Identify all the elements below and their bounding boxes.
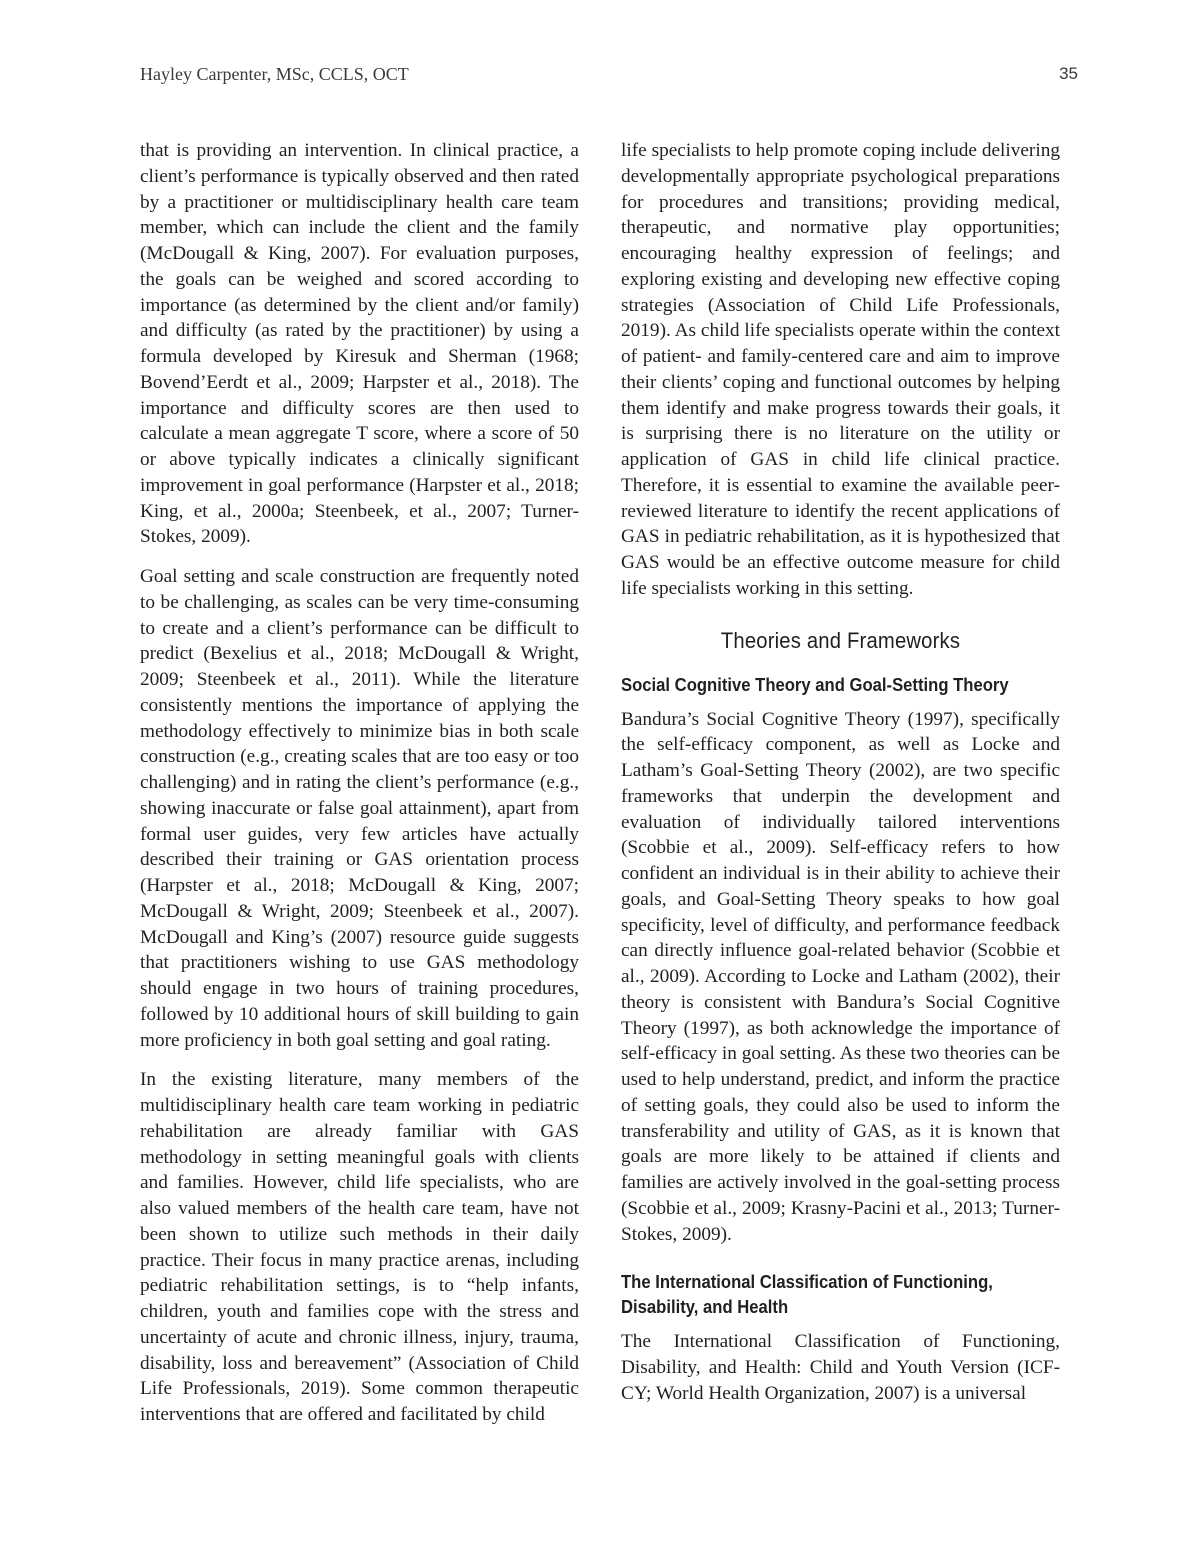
running-head-author: Hayley Carpenter, MSc, CCLS, OCT bbox=[140, 64, 409, 84]
body-paragraph: Goal setting and scale construction are frequently noted to be challenging, as scales can be very time-consuming to create and a client’s performance can be difficult to predict (Bexelius et al., 2018; McDougall & Wright, 2009; Steenbeek et al., 2011). While the literature consistently mentions the importance of applying the methodology effectively to minimize bias in both scale construction (e.g., creating scales that are too easy or too challenging) and in rating the client’s performance (e.g., showing inaccurate or false goal attainment), apart from formal user guides, very few articles have actually described their training or GAS orientation process (Harpster et al., 2018; McDougall & King, 2007; McDougall & Wright, 2009; Steenbeek et al., 2007). McDougall and King’s (2007) resource guide suggests that practitioners wishing to use GAS methodology should engage in two hours of training procedures, followed by 10 additional hours of skill building to gain more proficiency in both goal setting and goal rating. bbox=[140, 566, 579, 1051]
section-heading: Theories and Frameworks bbox=[720, 627, 961, 653]
body-paragraph: In the existing literature, many members of the multidisciplinary health care team working in pediatric rehabilitation are already familiar with GAS methodology in setting meaningful goals with clients and families. However, child life specialists, who are also valued members of the health care team, have not been shown to utilize such methods in their daily practice. Their focus in many practice arenas, including pediatric rehabilitation settings, is to “help infants, children, youth and families cope with the stress and uncertainty of acute and chronic illness, injury, trauma, disability, loss and bereavement” (Association of Child Life Professionals, 2019). Some common therapeutic interventions that are offered and facilitated by child bbox=[140, 1069, 579, 1425]
page-number: 35 bbox=[1059, 64, 1078, 83]
body-paragraph: that is providing an intervention. In clinical practice, a client’s performance is typically observed and then rated by a practitioner or multidisciplinary health care team member, which can include the client and the family (McDougall & King, 2007). For evaluation purposes, the goals can be weighed and scored according to importance (as determined by the client and/or family) and difficulty (as rated by the practitioner) by using a formula developed by Kiresuk and Sherman (1968; Bovend’Eerdt et al., 2009; Harpster et al., 2018). The importance and difficulty scores are then used to calculate a mean aggregate T score, where a score of 50 or above typically indicates a clinically significant improvement in goal performance (Harpster et al., 2018; King, et al., 2000a; Steenbeek, et al., 2007; Turner-Stokes, 2009). bbox=[140, 140, 579, 548]
right-column bbox=[621, 138, 1060, 1421]
body-paragraph: Bandura’s Social Cognitive Theory (1997), specifically the self-efficacy component, as well as Locke and Latham’s Goal-Setting Theory (2002), are two specific frameworks that underpin the development and evaluation of individually tailored interventions (Scobbie et al., 2009). Self-efficacy refers to how confident an individual is in their ability to achieve their goals, and Goal-Setting Theory speaks to how goal specificity, level of difficulty, and performance feedback can directly influence goal-related behavior (Scobbie et al., 2009). According to Locke and Latham (2002), their theory is consistent with Bandura’s Social Cognitive Theory (1997), as both acknowledge the importance of self-efficacy in goal setting. As these two theories can be used to help understand, predict, and inform the practice of setting goals, they could also be used to inform the transferability and utility of GAS, as it is known that goals are more likely to be attained if clients and families are actively involved in the goal-setting process (Scobbie et al., 2009; Krasny-Pacini et al., 2013; Turner-Stokes, 2009). bbox=[621, 708, 1060, 1245]
body-paragraph: life specialists to help promote coping include delivering developmentally appropriate psychological preparations for procedures and transitions; providing medical, therapeutic, and normative play opportunities; encouraging healthy expression of feelings; and exploring existing and developing new effective coping strategies (Association of Child Life Professionals, 2019). As child life specialists operate within the context of patient- and family-centered care and aim to improve their clients’ coping and functional outcomes by helping them identify and make progress towards their goals, it is surprising there is no literature on the utility or application of GAS in child life clinical practice. Therefore, it is essential to examine the available peer-reviewed literature to identify the recent applications of GAS in pediatric rehabilitation, as it is hypothesized that GAS would be an effective outcome measure for child life specialists working in this setting. bbox=[621, 140, 1060, 599]
subsection-heading: The International Classification of Functioning, Disability, and Health bbox=[621, 1271, 993, 1318]
left-column bbox=[140, 138, 579, 1442]
subsection-heading: Social Cognitive Theory and Goal-Setting Theory bbox=[621, 673, 1009, 695]
body-paragraph: The International Classification of Functioning, Disability, and Health: Child and Youth Version (ICF-CY; World Health Organization, 2007) is a universal bbox=[621, 1331, 1060, 1404]
running-header bbox=[140, 64, 1078, 88]
